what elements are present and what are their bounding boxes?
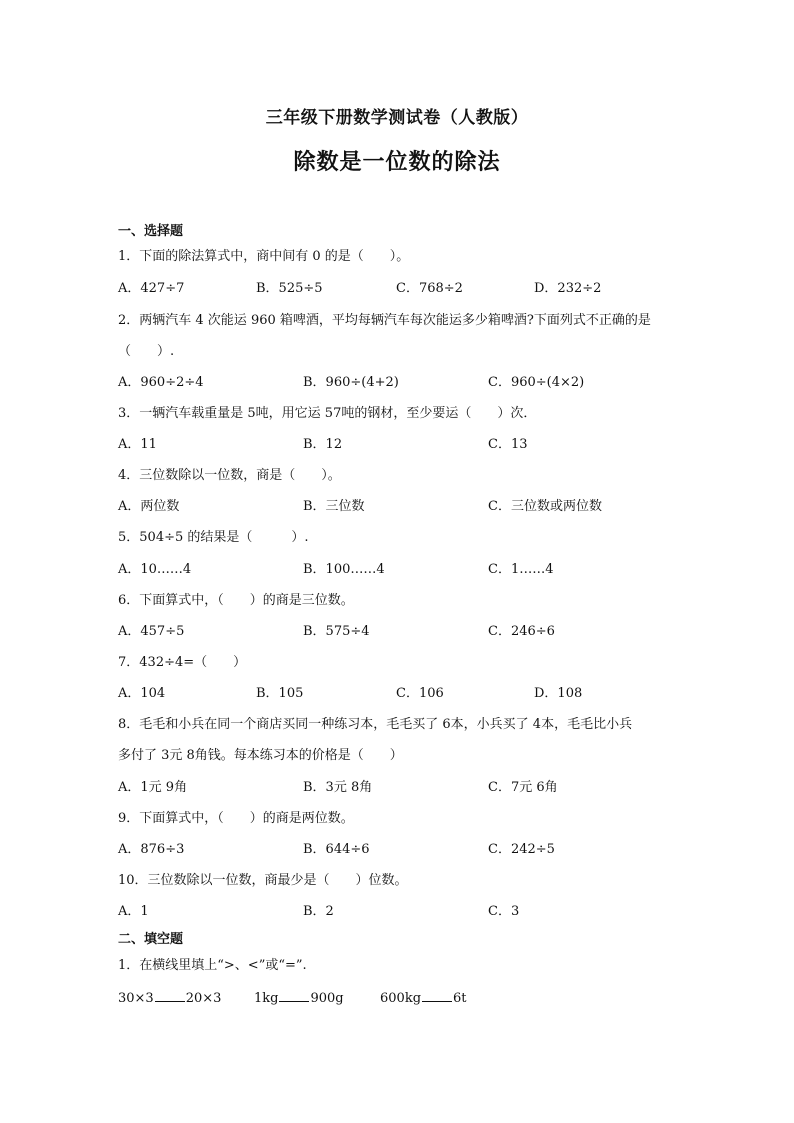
question-2-cont: （ ）. xyxy=(118,344,175,359)
option-c: C．3 xyxy=(488,904,520,919)
option-a: A．11 xyxy=(118,437,157,452)
option-c: C．7元 6角 xyxy=(488,780,558,795)
fill-item-3-right: 6t xyxy=(453,991,467,1006)
option-b: B．3元 8角 xyxy=(303,780,373,795)
answer-blank[interactable] xyxy=(155,989,185,1002)
document-title: 三年级下册数学测试卷（人教版） xyxy=(265,108,529,128)
fill-item-1 xyxy=(118,989,221,1008)
question-2: 2．两辆汽车 4 次能运 960 箱啤酒，平均每辆汽车每次能运多少箱啤酒?下面列式不正确的是 xyxy=(118,313,651,328)
question-1: 1．下面的除法算式中，商中间有 0 的是（ ）。 xyxy=(118,249,410,264)
option-a: A．10……4 xyxy=(118,562,192,577)
option-c: C．三位数或两位数 xyxy=(488,499,602,514)
answer-blank[interactable] xyxy=(279,989,309,1002)
option-a: A．104 xyxy=(118,686,166,701)
option-a: A．457÷5 xyxy=(118,624,185,639)
fill-item-2-left: 1kg xyxy=(254,991,279,1006)
option-c: C．242÷5 xyxy=(488,842,555,857)
option-b: B．105 xyxy=(256,686,304,701)
option-b: B．525÷5 xyxy=(256,281,323,296)
option-a: A．876÷3 xyxy=(118,842,185,857)
option-c: C．960÷(4×2) xyxy=(488,375,585,390)
option-c: C．768÷2 xyxy=(396,281,463,296)
answer-blank[interactable] xyxy=(422,989,452,1002)
option-b: B．12 xyxy=(303,437,343,452)
document-subtitle: 除数是一位数的除法 xyxy=(293,149,501,175)
question-7: 7．432÷4=（ ） xyxy=(118,655,247,670)
option-a: A．960÷2÷4 xyxy=(118,375,204,390)
option-b: B．575÷4 xyxy=(303,624,370,639)
option-a: A．427÷7 xyxy=(118,281,185,296)
question-9: 9．下面算式中，（ ）的商是两位数。 xyxy=(118,811,354,826)
question-8-cont: 多付了 3元 8角钱。每本练习本的价格是（ ） xyxy=(118,748,403,763)
question-5: 5．504÷5 的结果是（ ）. xyxy=(118,530,309,545)
fill-item-2-right: 900g xyxy=(310,991,344,1006)
question-4: 4．三位数除以一位数，商是（ ）。 xyxy=(118,468,341,483)
option-a: A．1元 9角 xyxy=(118,780,188,795)
fill-item-3 xyxy=(380,989,467,1008)
option-b: B．100……4 xyxy=(303,562,385,577)
option-b: B．2 xyxy=(303,904,334,919)
option-a: A．1 xyxy=(118,904,149,919)
question-3: 3．一辆汽车载重量是 5吨，用它运 57吨的钢材，至少要运（ ）次． xyxy=(118,406,537,421)
fill-item-1-right: 20×3 xyxy=(185,991,222,1006)
option-b: B．644÷6 xyxy=(303,842,370,857)
fill-item-3-left: 600kg xyxy=(380,991,422,1006)
option-c: C．106 xyxy=(396,686,444,701)
fill-item-2 xyxy=(254,989,344,1008)
fill-question-1: 1．在横线里填上“>、<”或“=”. xyxy=(118,958,307,973)
question-6: 6．下面算式中，（ ）的商是三位数。 xyxy=(118,593,354,608)
question-8: 8．毛毛和小兵在同一个商店买同一种练习本，毛毛买了 6本，小兵买了 4本，毛毛比小兵 xyxy=(118,717,633,732)
section-heading-choice: 一、选择题 xyxy=(118,224,184,239)
option-a: A．两位数 xyxy=(118,499,180,514)
option-c: C．13 xyxy=(488,437,528,452)
option-d: D．108 xyxy=(534,686,583,701)
question-10: 10．三位数除以一位数，商最少是（ ）位数。 xyxy=(118,873,408,888)
option-b: B．960÷(4+2) xyxy=(303,375,399,390)
option-b: B．三位数 xyxy=(303,499,365,514)
option-c: C．246÷6 xyxy=(488,624,555,639)
fill-item-1-left: 30×3 xyxy=(118,991,154,1006)
option-c: C．1……4 xyxy=(488,562,554,577)
section-heading-fill: 二、填空题 xyxy=(118,932,184,947)
option-d: D．232÷2 xyxy=(534,281,602,296)
